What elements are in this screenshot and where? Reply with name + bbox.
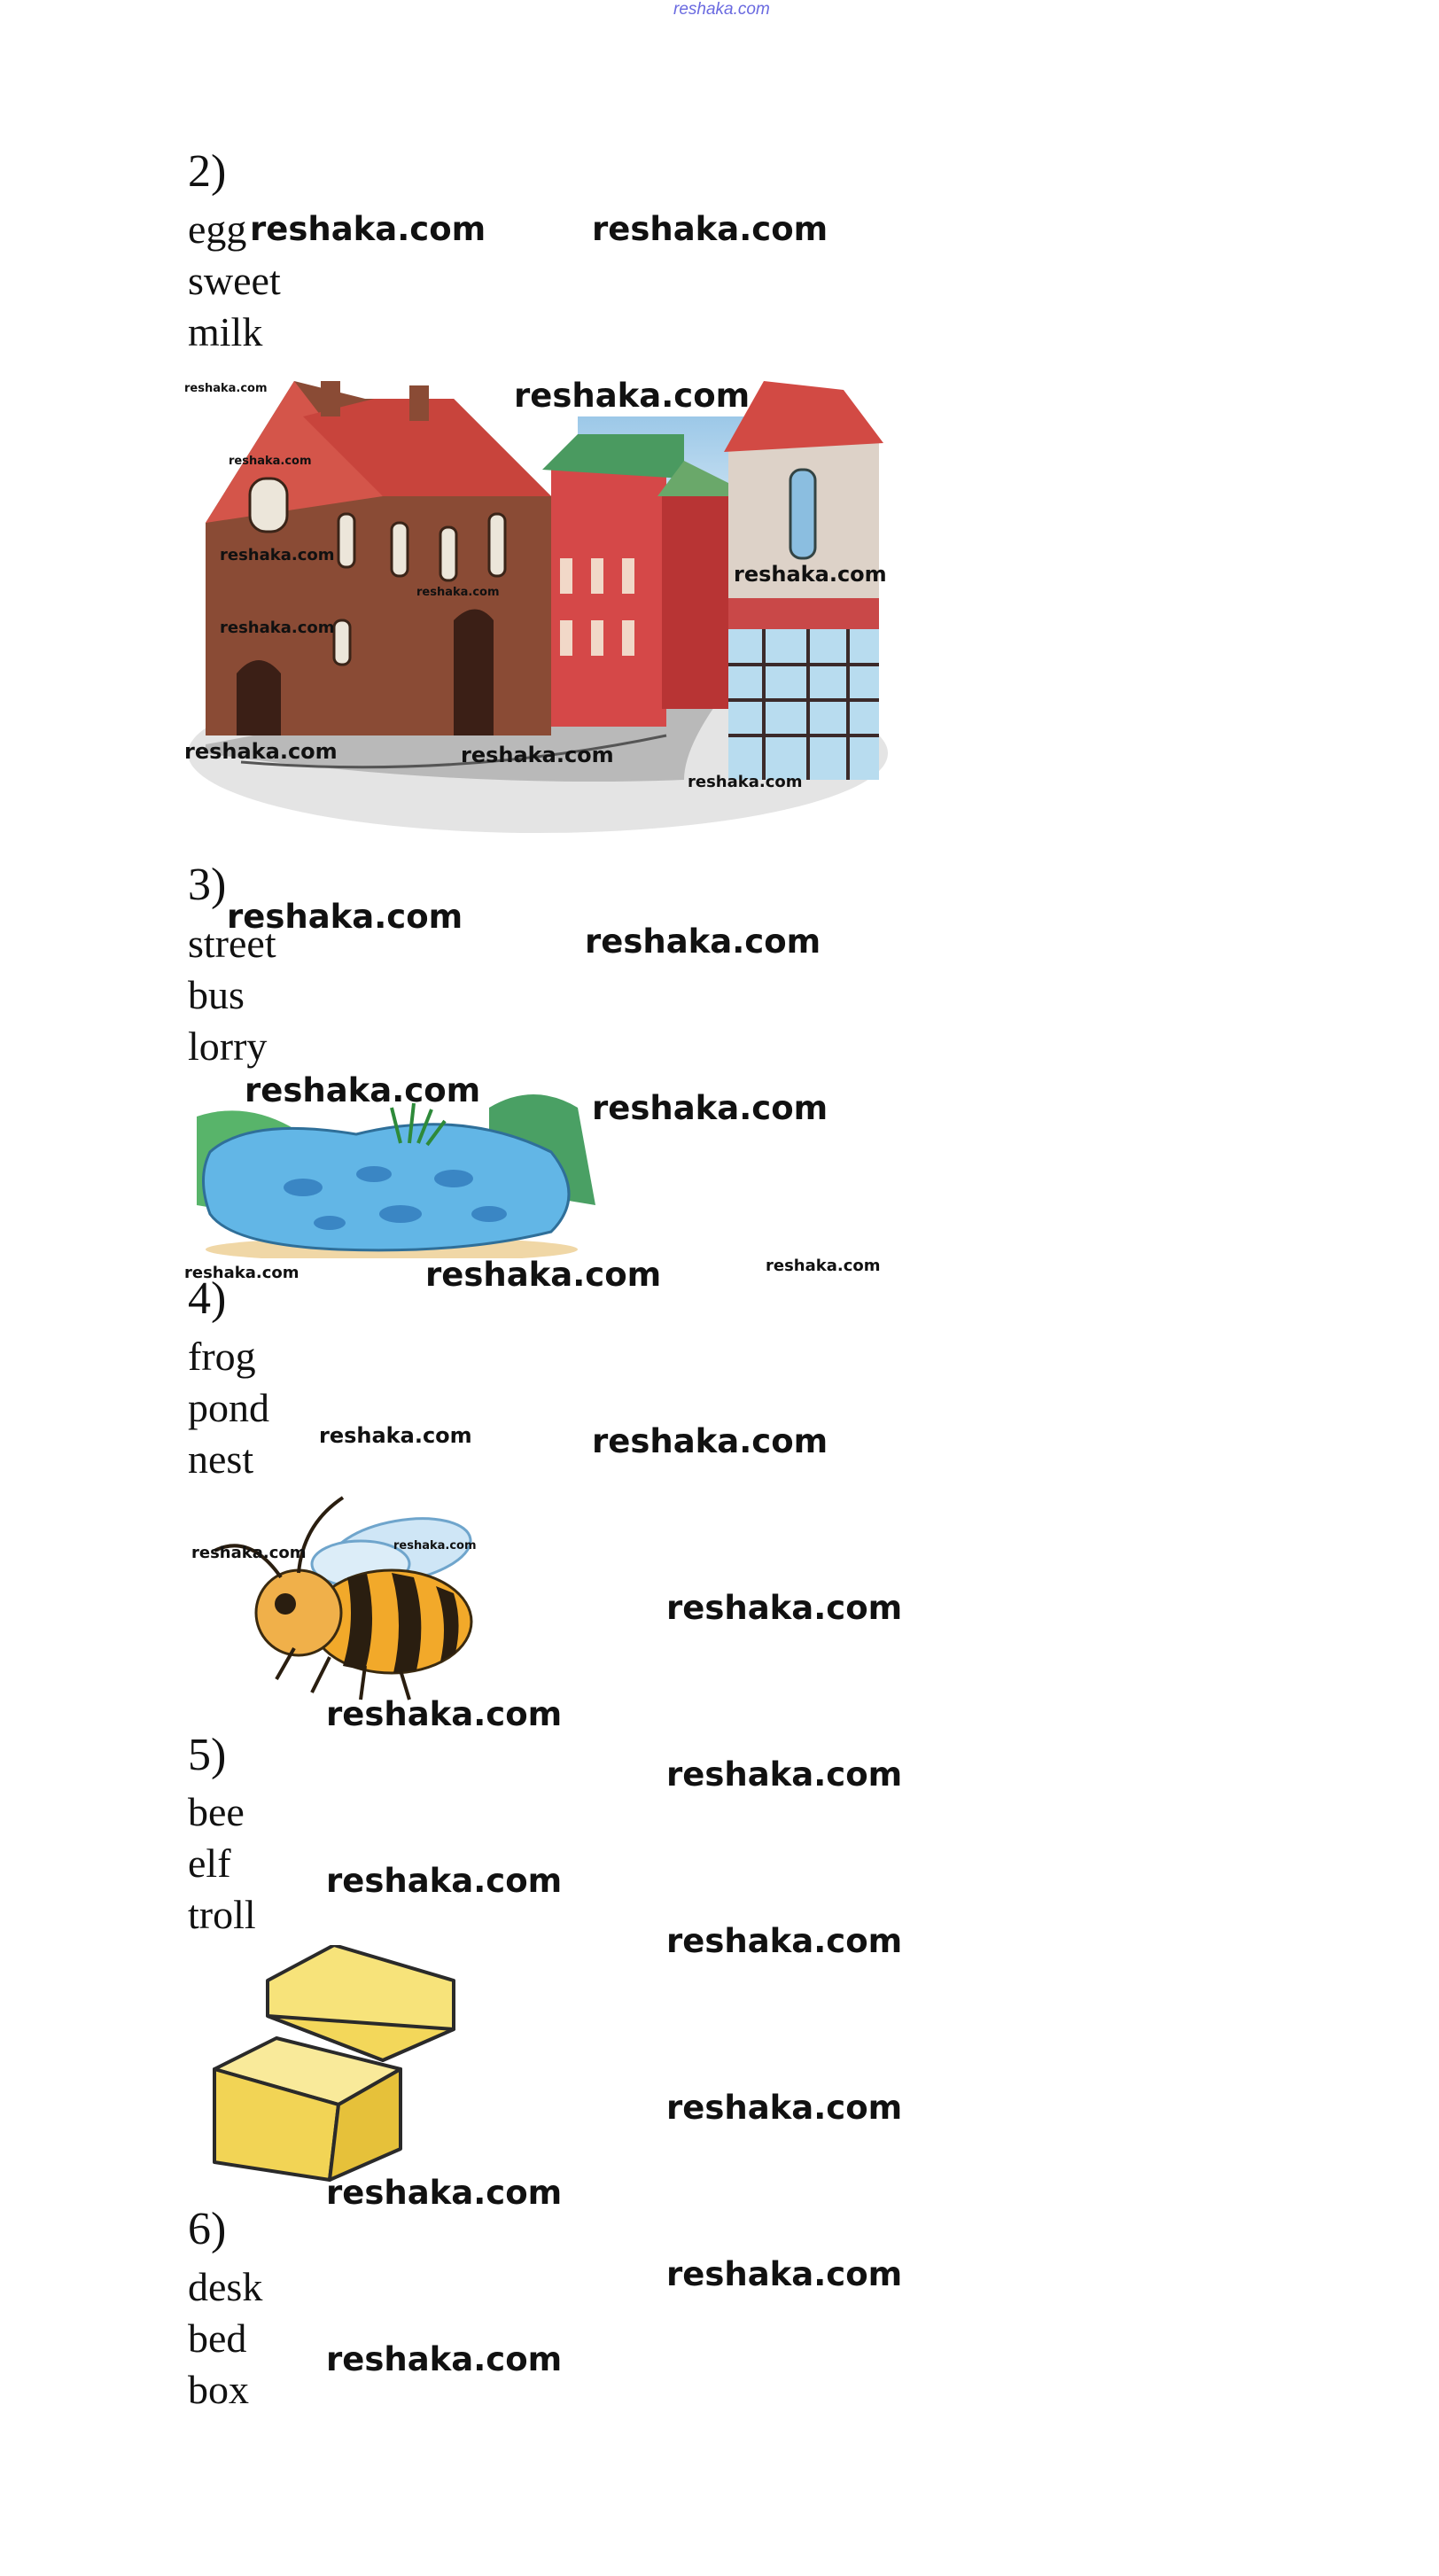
section-3-number: 3) bbox=[188, 860, 227, 910]
watermark: reshaka.com bbox=[666, 1589, 903, 1627]
section-4-number: 4) bbox=[188, 1273, 227, 1324]
watermark: reshaka.com bbox=[184, 382, 268, 395]
watermark: reshaka.com bbox=[229, 455, 312, 468]
watermark: reshaka.com bbox=[245, 1071, 481, 1109]
section-3-word-1: street bbox=[188, 921, 276, 966]
section-4-word-2: pond bbox=[188, 1385, 269, 1430]
watermark: reshaka.com bbox=[425, 1256, 662, 1294]
watermark: reshaka.com bbox=[250, 210, 486, 248]
section-3-word-3: lorry bbox=[188, 1023, 268, 1069]
watermark: reshaka.com bbox=[326, 1695, 563, 1733]
watermark: reshaka.com bbox=[326, 2340, 563, 2378]
section-4-word-3: nest bbox=[188, 1436, 254, 1482]
watermark: reshaka.com bbox=[592, 210, 828, 248]
watermark: reshaka.com bbox=[416, 586, 500, 599]
watermark: reshaka.com bbox=[666, 2089, 903, 2127]
box-picture bbox=[197, 1945, 480, 2184]
watermark: reshaka.com bbox=[585, 922, 821, 961]
section-5-word-2: elf bbox=[188, 1841, 231, 1886]
watermark: reshaka.com bbox=[666, 2255, 903, 2293]
section-5-word-3: troll bbox=[188, 1892, 256, 1937]
watermark: reshaka.com bbox=[514, 377, 751, 415]
watermark: reshaka.com bbox=[688, 773, 803, 791]
watermark: reshaka.com bbox=[191, 1544, 307, 1562]
watermark: reshaka.com bbox=[220, 619, 335, 637]
section-6-word-1: desk bbox=[188, 2264, 263, 2309]
section-6-word-3: box bbox=[188, 2367, 249, 2412]
section-5-word-1: bee bbox=[188, 1789, 245, 1834]
watermark: reshaka.com bbox=[319, 1423, 472, 1448]
section-4-word-1: frog bbox=[188, 1334, 256, 1379]
section-5-number: 5) bbox=[188, 1730, 227, 1780]
section-3-word-2: bus bbox=[188, 972, 245, 1017]
section-2-word-1: egg bbox=[188, 206, 247, 252]
section-6-number: 6) bbox=[188, 2204, 227, 2254]
watermark: reshaka.com bbox=[666, 1922, 903, 1960]
watermark: reshaka.com bbox=[220, 546, 335, 564]
watermark: reshaka.com bbox=[184, 739, 338, 764]
site-link[interactable]: reshaka.com bbox=[673, 0, 770, 19]
watermark: reshaka.com bbox=[666, 1755, 903, 1794]
watermark: reshaka.com bbox=[184, 1264, 299, 1282]
watermark: reshaka.com bbox=[326, 1862, 563, 1900]
section-2-word-2: sweet bbox=[188, 258, 281, 303]
watermark: reshaka.com bbox=[592, 1089, 828, 1127]
section-2-number: 2) bbox=[188, 146, 227, 197]
watermark: reshaka.com bbox=[766, 1257, 881, 1275]
section-2-word-3: milk bbox=[188, 309, 263, 354]
watermark: reshaka.com bbox=[592, 1422, 828, 1460]
watermark: reshaka.com bbox=[227, 898, 463, 936]
watermark: reshaka.com bbox=[461, 743, 614, 767]
section-6-word-2: bed bbox=[188, 2315, 247, 2361]
watermark: reshaka.com bbox=[734, 562, 887, 587]
watermark: reshaka.com bbox=[326, 2174, 563, 2212]
bee-picture bbox=[197, 1489, 516, 1701]
watermark: reshaka.com bbox=[393, 1539, 477, 1553]
